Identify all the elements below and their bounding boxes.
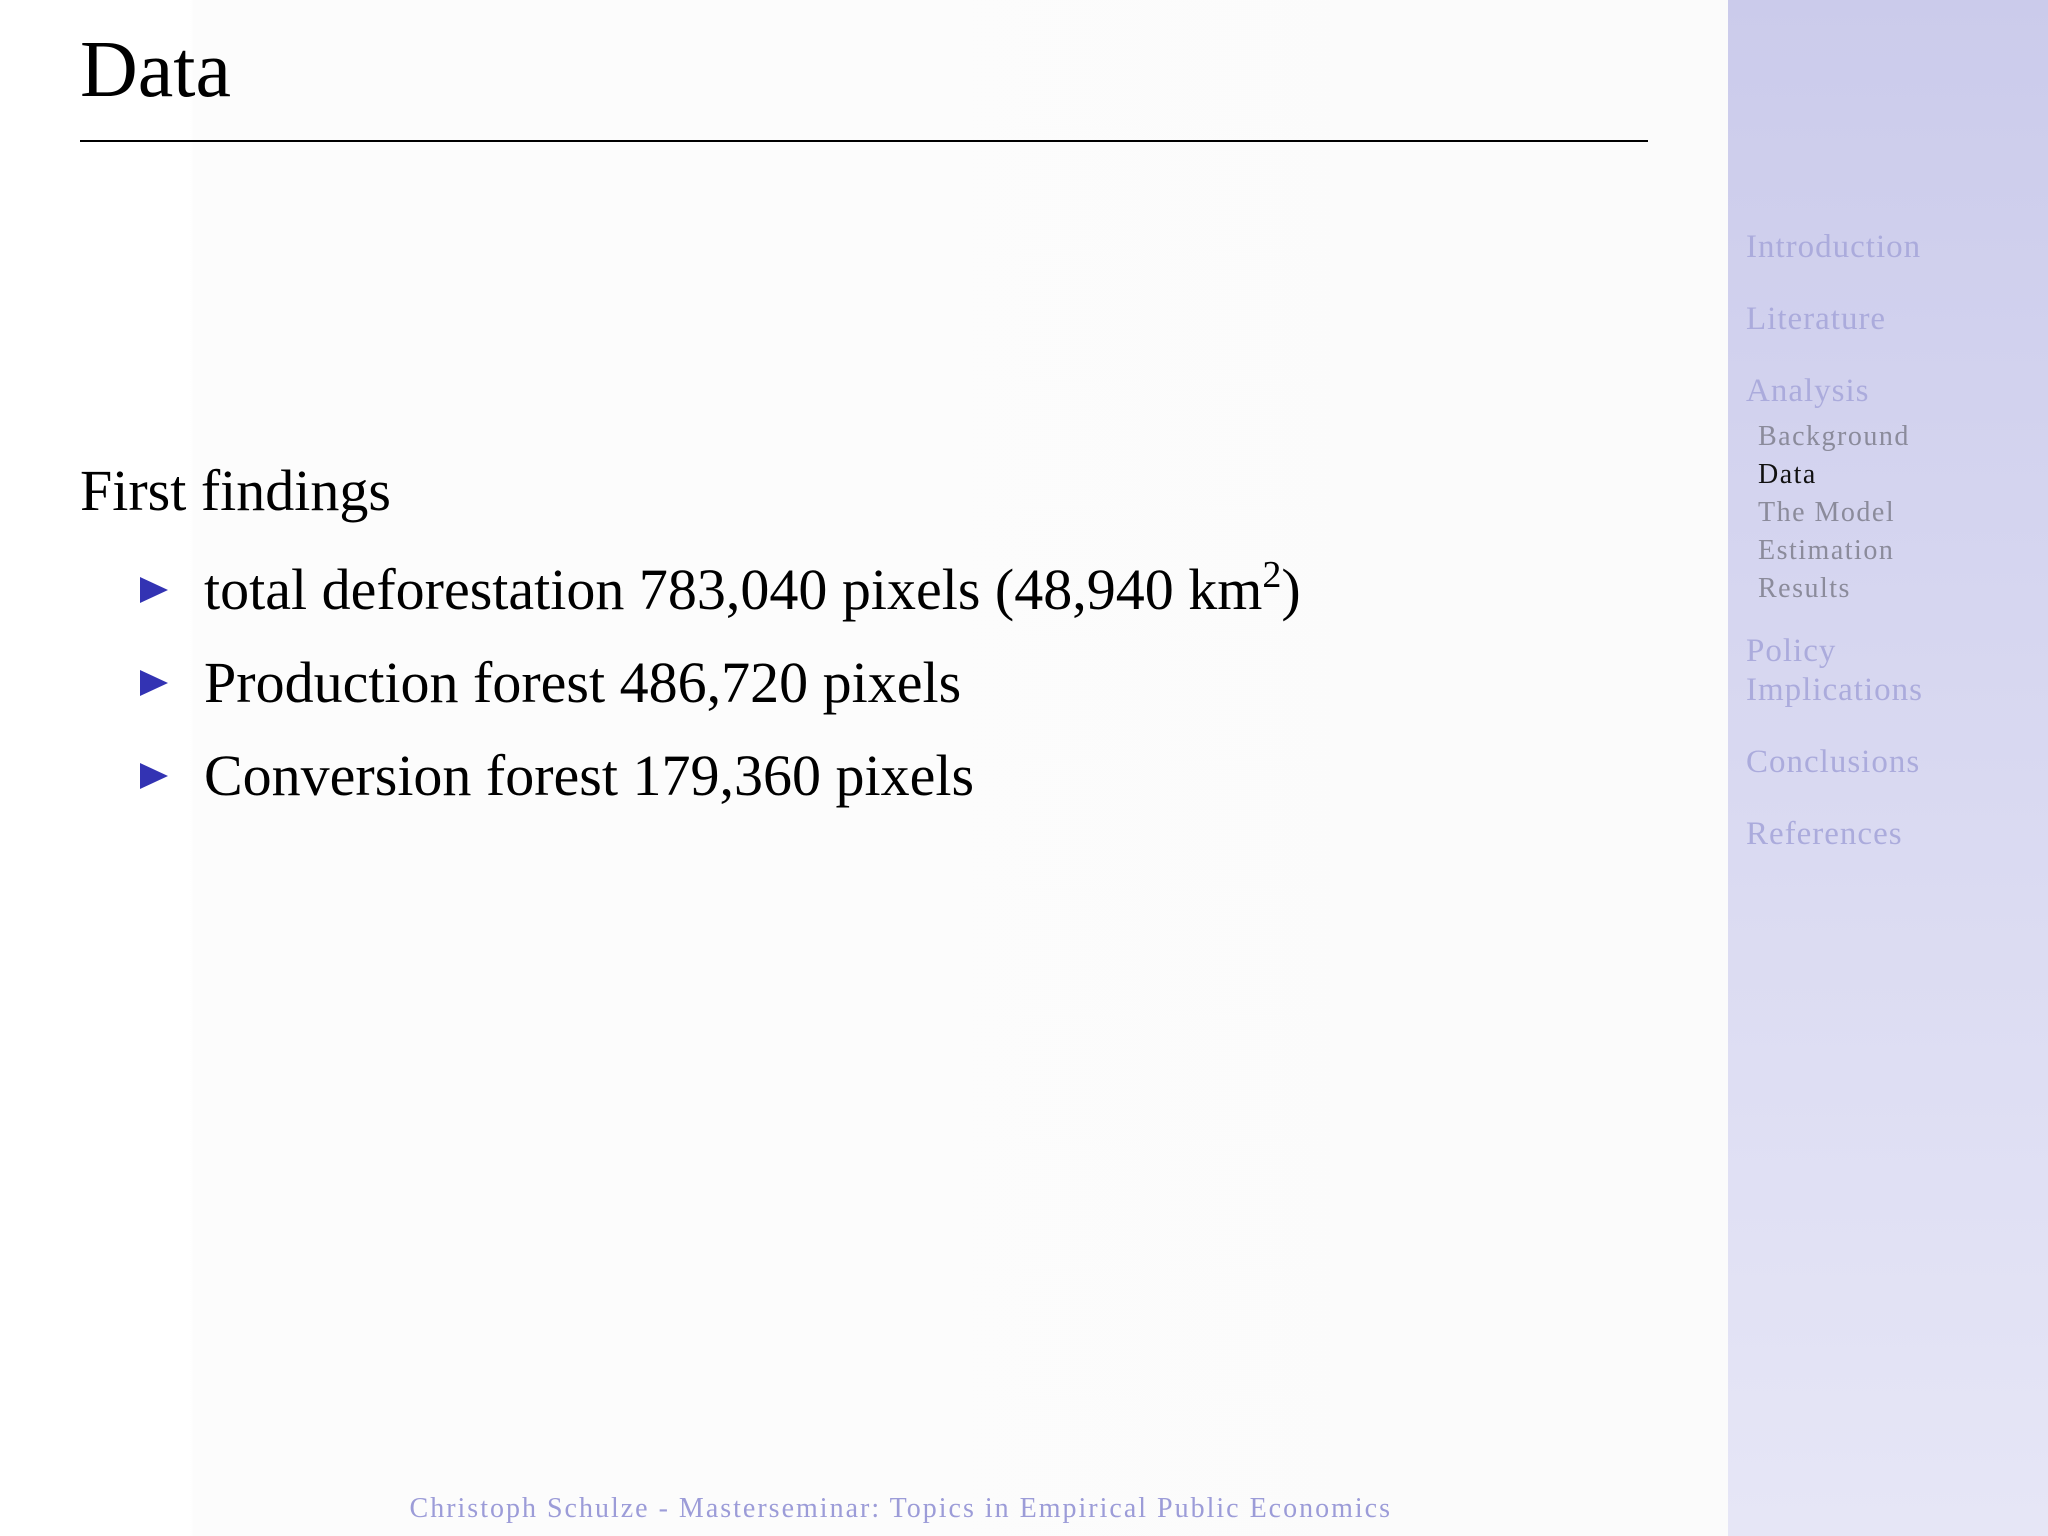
sidebar-item-introduction[interactable]: Introduction xyxy=(1746,229,1922,265)
block-heading: First findings xyxy=(80,458,391,523)
sidebar-item-analysis[interactable]: Analysis xyxy=(1746,373,1870,409)
sidebar-item-policy[interactable]: Policy xyxy=(1746,633,1837,669)
title-divider xyxy=(80,140,1648,142)
superscript: 2 xyxy=(1262,554,1282,596)
finding-main-text: total deforestation 783,040 pixels (48,940 km xyxy=(204,557,1263,622)
sidebar-subitem-results[interactable]: Results xyxy=(1758,573,1851,604)
triangle-bullet-icon xyxy=(140,670,168,696)
triangle-bullet-icon xyxy=(140,577,168,603)
frame-title: Data xyxy=(80,26,232,114)
sidebar-subitem-estimation[interactable]: Estimation xyxy=(1758,535,1895,566)
finding-suffix: ) xyxy=(1281,557,1301,622)
sidebar-subitem-the-model[interactable]: The Model xyxy=(1758,497,1896,528)
triangle-bullet-icon xyxy=(140,763,168,789)
sidebar-item-references[interactable]: References xyxy=(1746,816,1903,852)
finding-text: Production forest 486,720 pixels xyxy=(204,650,962,715)
finding-text: Conversion forest 179,360 pixels xyxy=(204,743,975,808)
sidebar-item-literature[interactable]: Literature xyxy=(1746,301,1887,337)
sidebar-subitem-data[interactable]: Data xyxy=(1758,459,1817,490)
sidebar-subitem-background[interactable]: Background xyxy=(1758,421,1910,452)
sidebar-item-conclusions[interactable]: Conclusions xyxy=(1746,744,1921,780)
footer-author-line: Christoph Schulze - Masterseminar: Topics in Empirical Public Economics xyxy=(409,1493,1392,1524)
finding-text xyxy=(204,555,1301,632)
sidebar-item-implications[interactable]: Implications xyxy=(1746,672,1923,708)
sidebar-navigation xyxy=(1728,0,2048,1536)
